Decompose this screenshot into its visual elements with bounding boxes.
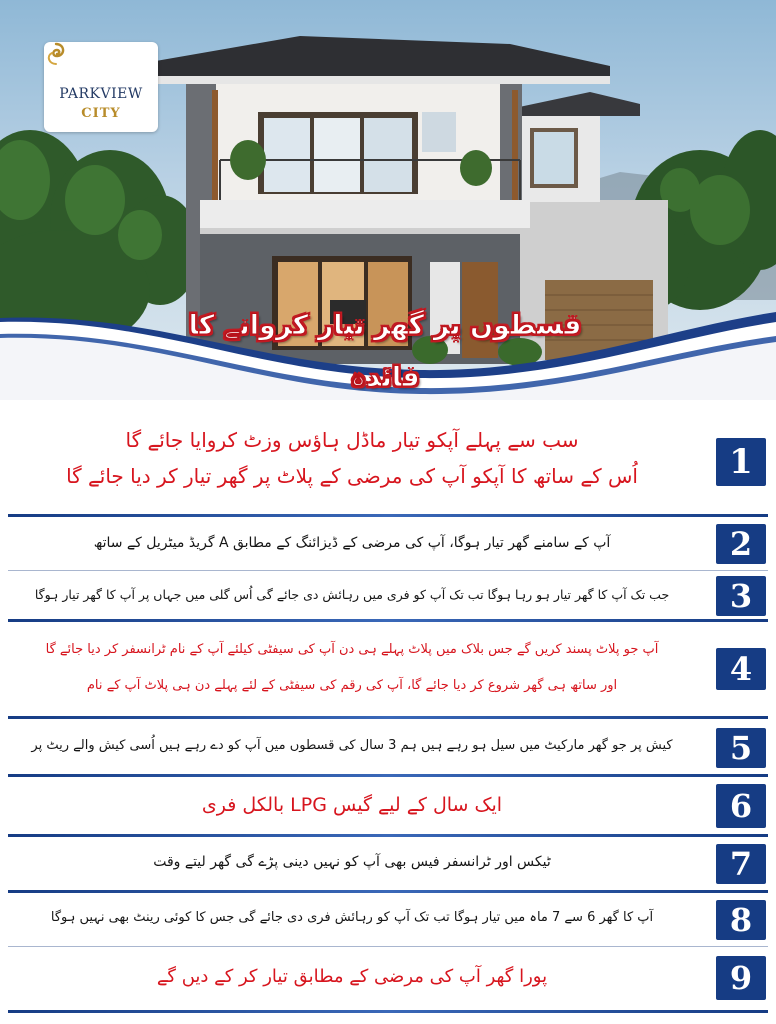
item-number: 2 [716,524,766,564]
divider [8,834,768,837]
page-title: قسطوں پر گھر تیار کروانے کا فائدہ [188,310,582,393]
item-text [6,582,698,608]
item-number: 5 [716,728,766,768]
brand-subname: CITY [81,106,121,121]
item-text-line: پورا گھر آپ کی مرضی کے مطابق تیار کر کے دیں گے [156,966,548,987]
item-text-line: ایک سال کے لیے گیس LPG بالکل فری [201,794,503,816]
list-item [0,624,776,714]
list-item [0,952,776,1006]
item-text [6,788,698,822]
item-text-line: جب تک آپ کا گھر تیار ہو رہا ہوگا تب تک آپ کو فری میں رہائش دی جائے گی اُس گلی میں جہاں پر آپ کا گھر تیار ہوگا [34,587,670,602]
list-item [0,722,776,772]
item-text-line: اُس کے ساتھ کا آپکو آپ کی مرضی کے پلاٹ پر گھر تیار کر دیا جائے گا [66,464,638,488]
list-item [0,780,776,832]
brand-name: PARKVIEW [59,86,143,102]
item-text [6,904,698,932]
item-text-line: آپ جو پلاٹ پسند کریں گے جس بلاک میں پلاٹ پہلے ہی دن آپ کی سیفٹی کیلئے آپ کے نام ٹرانسفر کر دیا جائے گا [45,642,659,657]
brand-logo [44,42,158,132]
divider [8,514,768,517]
list-item [0,412,776,512]
item-number: 4 [716,648,766,690]
divider [8,946,768,947]
divider [8,1010,768,1013]
divider [8,570,768,571]
divider [8,716,768,719]
item-number: 6 [716,784,766,828]
item-text-line: اور ساتھ ہی گھر شروع کر دیا جائے گا، آپ کی رقم کی سیفٹی کے لئے پہلے دن ہی پلاٹ آپ کے نام [86,678,618,693]
item-text [6,732,698,760]
item-text [6,530,698,556]
divider [8,890,768,893]
item-number: 7 [716,844,766,884]
item-text [6,632,698,704]
hero-image [0,0,776,400]
divider [8,774,768,777]
swirl-logo-icon [44,42,68,66]
list-item [0,520,776,568]
item-text [6,848,698,876]
item-text-line: آپ کے سامنے گھر تیار ہوگا، آپ کی مرضی کے ڈیزائنگ کے مطابق A گریڈ میٹریل کے ساتھ [93,535,611,551]
list-item [0,896,776,944]
list-item [0,572,776,618]
item-text-line: سب سے پہلے آپکو تیار ماڈل ہاؤس وزٹ کروایا جائے گا [125,428,579,452]
item-number: 1 [716,438,766,486]
item-text [6,422,698,494]
list-item [0,840,776,888]
item-text [6,960,698,994]
divider [8,619,768,622]
item-number: 9 [716,956,766,1000]
item-number: 8 [716,900,766,940]
item-number: 3 [716,576,766,616]
item-text-line: کیش پر جو گھر مارکیٹ میں سیل ہو رہے ہیں ہم 3 سال کی قسطوں میں آپ کو دے رہے ہیں اُسی کیش والے ریٹ پر [31,738,673,753]
item-text-line: آپ کا گھر 6 سے 7 ماہ میں تیار ہوگا تب تک آپ کو رہائش فری دی جائے گی جس کا کوئی رینٹ بھی نہیں ہوگا [50,910,654,925]
item-text-line: ٹیکس اور ٹرانسفر فیس بھی آپ کو نہیں دینی پڑے گی گھر لیتے وقت [153,854,551,870]
